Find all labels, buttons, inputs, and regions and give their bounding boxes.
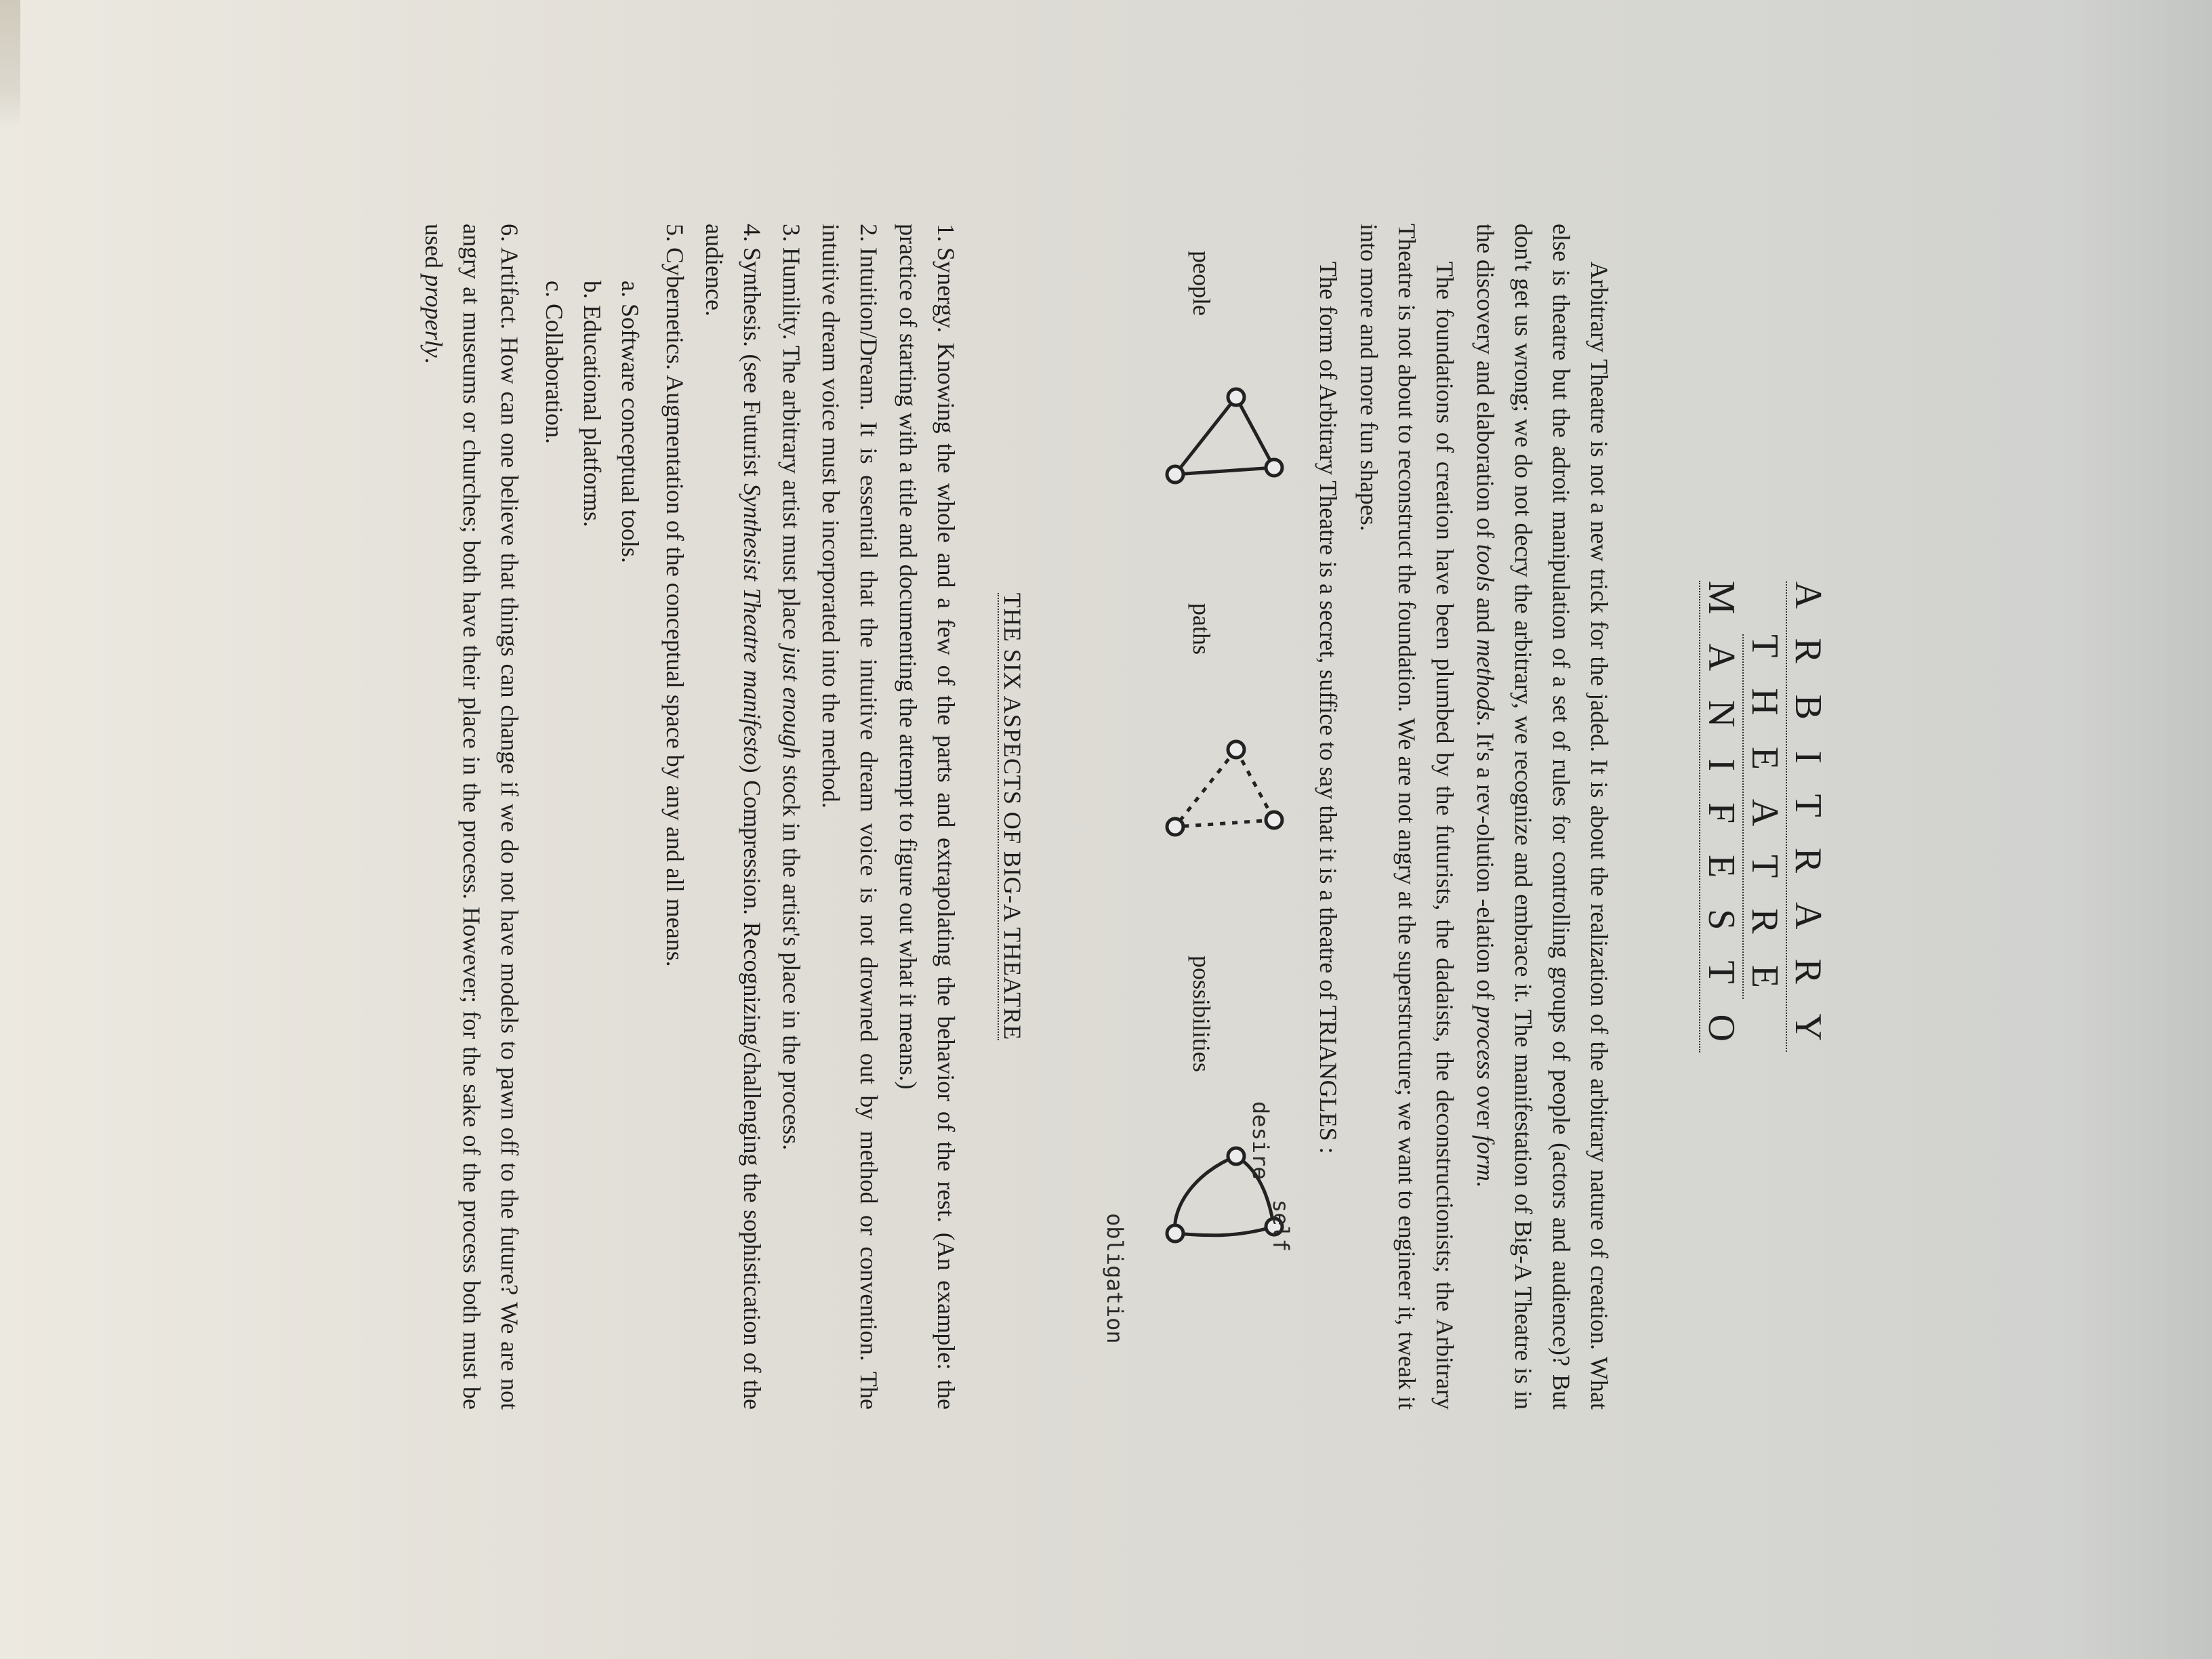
triangle-label-possibilities: possibilities	[1188, 956, 1215, 1073]
handwritten-desire: desire	[1248, 1101, 1273, 1180]
sub-item-a: a. Software conceptual tools.	[617, 281, 644, 563]
paths-triangle	[1134, 712, 1290, 874]
aspect-4: 4.Synthesis. (see Futurist Synthesist Theatre manifesto) Compression. Recognizing/challenging the sophistication of the audience.	[701, 224, 766, 1410]
sub-item-c: c. Collaboration.	[541, 281, 568, 444]
triangle-label-paths: paths	[1188, 603, 1215, 655]
handwritten-self: self	[1268, 1200, 1294, 1252]
intro-paragraph-1: Arbitrary Theatre is not a new trick for the jaded. It is about the realization of the arbitrary nature of creation. What else is theatre but the adroit manipulation of a set of rules for controlling groups of people (actors and audience)? But don't get us wrong; we do not decry the arbitrary, we recognize and embrace it. The manifestation of Big-A Theatre is in the discovery and elaboration of tools and methods. It's a rev-olution -elation of process over form.	[1472, 224, 1613, 1410]
sub-item-b: b. Educational platforms.	[579, 281, 606, 527]
title-line-2: T H E A T R E	[1744, 634, 1786, 999]
section-title: THE SIX ASPECTS OF BIG-A THEATRE	[999, 592, 1026, 1041]
aspect-3: 3.Humility. The arbitrary artist must place just enough stock in the artist's place in the process.	[778, 224, 805, 1151]
intro-paragraph-2: The foundations of creation have been plumbed by the futurists, the dadaists, the deconstructionists; the Arbitrary Theatre is not about to reconstruct the foundation. We are not angry at the superstructure; we want to engineer it, tweak it into more and more fun shapes.	[1355, 224, 1458, 1410]
aspect-2: 2.Intuition/Dream. It is essential that the intuitive dream voice is not drowned out by method or convention. The intuitive dream voice must be incorporated into the method.	[817, 224, 882, 1410]
manifesto-title	[1700, 224, 1830, 1410]
manifesto-page	[108, 224, 1830, 1410]
intro-body	[1309, 224, 1618, 1410]
aspect-6: 6.Artifact. How can one believe that things can change if we do not have models to pawn off to the future? We are not angry at museums or churches; both have their place in the process. However; for the sake of the process both must be used properly.	[420, 224, 523, 1410]
people-triangle	[1134, 359, 1290, 522]
aspect-5: 5.Cybernetics. Augmentation of the conceptual space by any and all means.	[661, 224, 689, 967]
right-shadow	[2063, 0, 2212, 1659]
aspects-body	[415, 224, 965, 1410]
triangle-label-people: people	[1188, 251, 1215, 316]
aspect-5-sub-list	[535, 281, 649, 1410]
aspect-1: 1.Synergy. Knowing the whole and a few of the parts and extrapolating the behavior of the rest. (An example: the practice of starting with a title and documenting the attempt to figure out what it means.)	[895, 224, 960, 1410]
intro-paragraph-3: The form of Arbitrary Theatre is a secret, suffice to say that it is a theatre of TRIANGLES :	[1315, 262, 1342, 1154]
handwritten-obligation: obligation	[1102, 1213, 1128, 1344]
paper-corner-shadow	[0, 0, 20, 129]
title-line-3: M A N I F E S T O	[1700, 580, 1742, 1053]
title-line-1: A R B I T R A R Y	[1787, 581, 1829, 1052]
triangles-figure	[1053, 224, 1297, 1410]
